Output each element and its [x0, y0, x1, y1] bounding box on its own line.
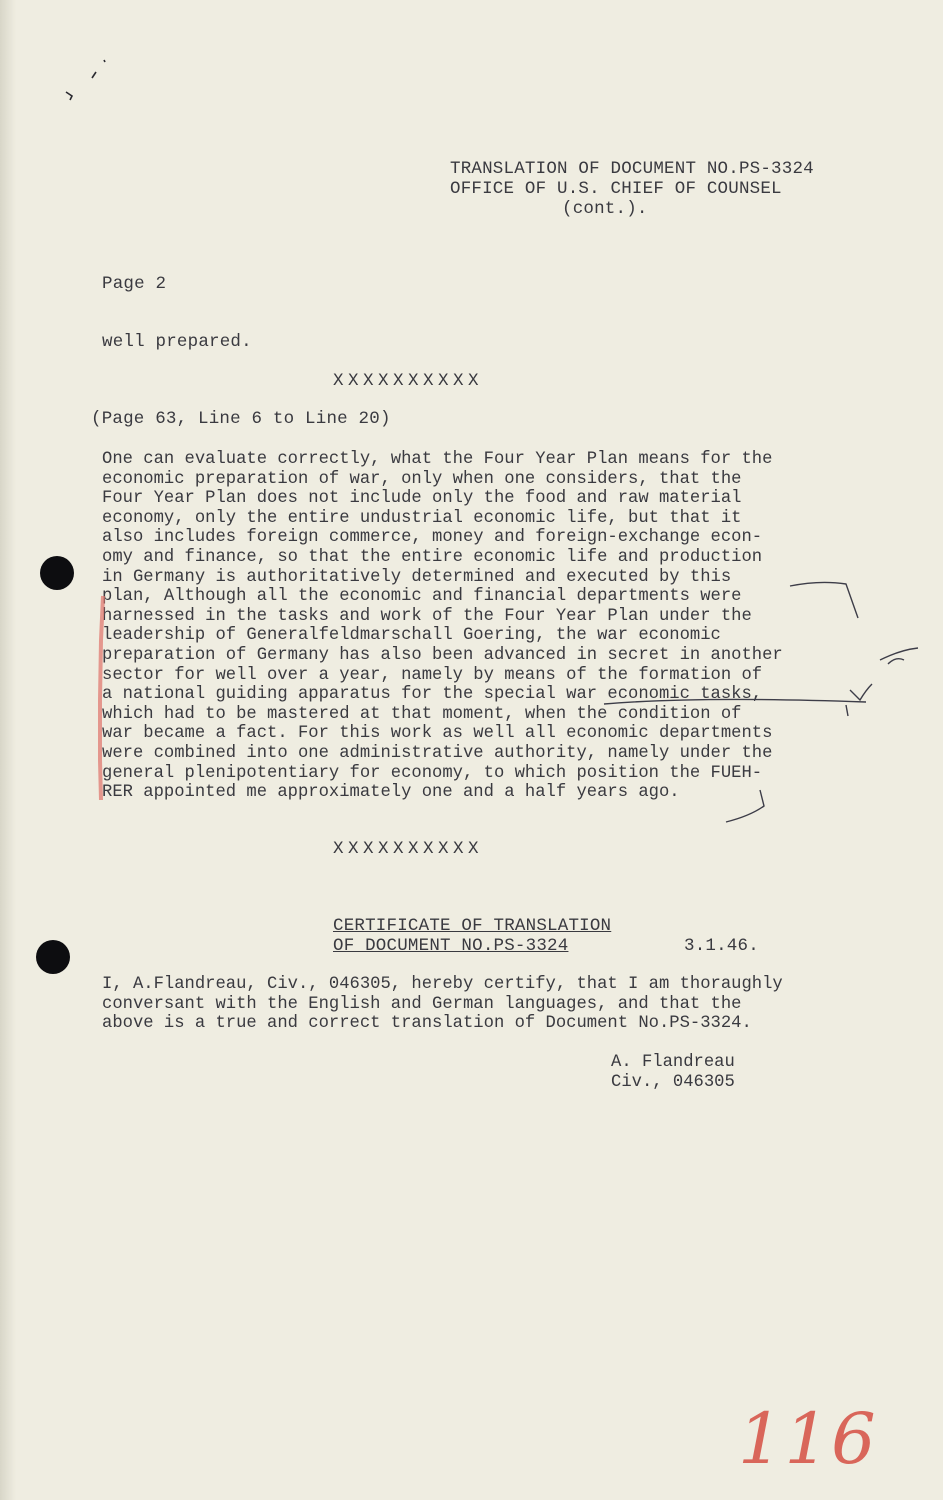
body-line: harnessed in the tasks and work of the Four Year Plan under the [102, 606, 752, 626]
body-line: which had to be mastered at that moment, when the condition of [102, 704, 742, 724]
body-line: Four Year Plan does not include only the food and raw material [102, 489, 742, 509]
separator-bottom: XXXXXXXXXX [333, 839, 484, 859]
body-line: general plenipotentiary for economy, to which position the FUEH- [102, 763, 763, 783]
header-title: TRANSLATION OF DOCUMENT NO.PS-3324 [450, 159, 814, 179]
certificate-title: CERTIFICATE OF TRANSLATION [333, 916, 612, 936]
body-line: a national guiding apparatus for the special war economic tasks, [102, 685, 763, 705]
header-cont: (cont.). [562, 199, 648, 219]
body-line: war became a fact. For this work as well all economic departments [102, 724, 773, 744]
translated-body [102, 450, 783, 803]
signature-block [611, 1053, 735, 1092]
body-line: sector for well over a year, namely by means of the formation of [102, 665, 763, 685]
body-line: plan, Although all the economic and financial departments were [102, 587, 742, 607]
body-line: One can evaluate correctly, what the Four Year Plan means for the [102, 450, 773, 469]
body-line: omy and finance, so that the entire economic life and production [102, 547, 763, 567]
certificate-line: conversant with the English and German languages, and that the [102, 994, 742, 1014]
certificate-document: OF DOCUMENT NO.PS-3324 [333, 936, 569, 956]
body-line: leadership of Generalfeldmarschall Goering, the war economic [102, 626, 721, 646]
corner-scribble-mark [66, 60, 105, 100]
signature-name: A. Flandreau [611, 1053, 735, 1072]
page-label: Page 2 [102, 274, 167, 294]
separator-top: XXXXXXXXXX [333, 371, 484, 391]
body-line: in Germany is authoritatively determined and executed by this [102, 567, 732, 587]
punch-hole-lower [36, 940, 70, 974]
page-reference: (Page 63, Line 6 to Line 20) [91, 409, 391, 429]
body-line: also includes foreign commerce, money and foreign-exchange econ- [102, 528, 763, 548]
stamped-page-number: 116 [738, 1398, 878, 1480]
certificate-line: I, A.Flandreau, Civ., 046305, hereby certify, that I am thoraughly [102, 975, 783, 994]
signature-id: Civ., 046305 [611, 1072, 735, 1092]
opening-fragment: well prepared. [102, 332, 252, 352]
certificate-body [102, 975, 783, 1034]
body-line: RER appointed me approximately one and a half years ago. [102, 783, 680, 803]
body-line: economy, only the entire undustrial economic life, but that it [102, 508, 742, 528]
body-line: preparation of Germany has also been advanced in secret in another [102, 645, 783, 665]
paper-edge-shadow [0, 0, 16, 1500]
punch-hole-upper [40, 556, 74, 590]
certificate-date: 3.1.46. [684, 936, 759, 956]
certificate-line: above is a true and correct translation of Document No.PS-3324. [102, 1014, 752, 1034]
body-line: were combined into one administrative authority, namely under the [102, 743, 773, 763]
header-office: OFFICE OF U.S. CHIEF OF COUNSEL [450, 179, 782, 199]
body-line: economic preparation of war, only when one considers, that the [102, 469, 742, 489]
